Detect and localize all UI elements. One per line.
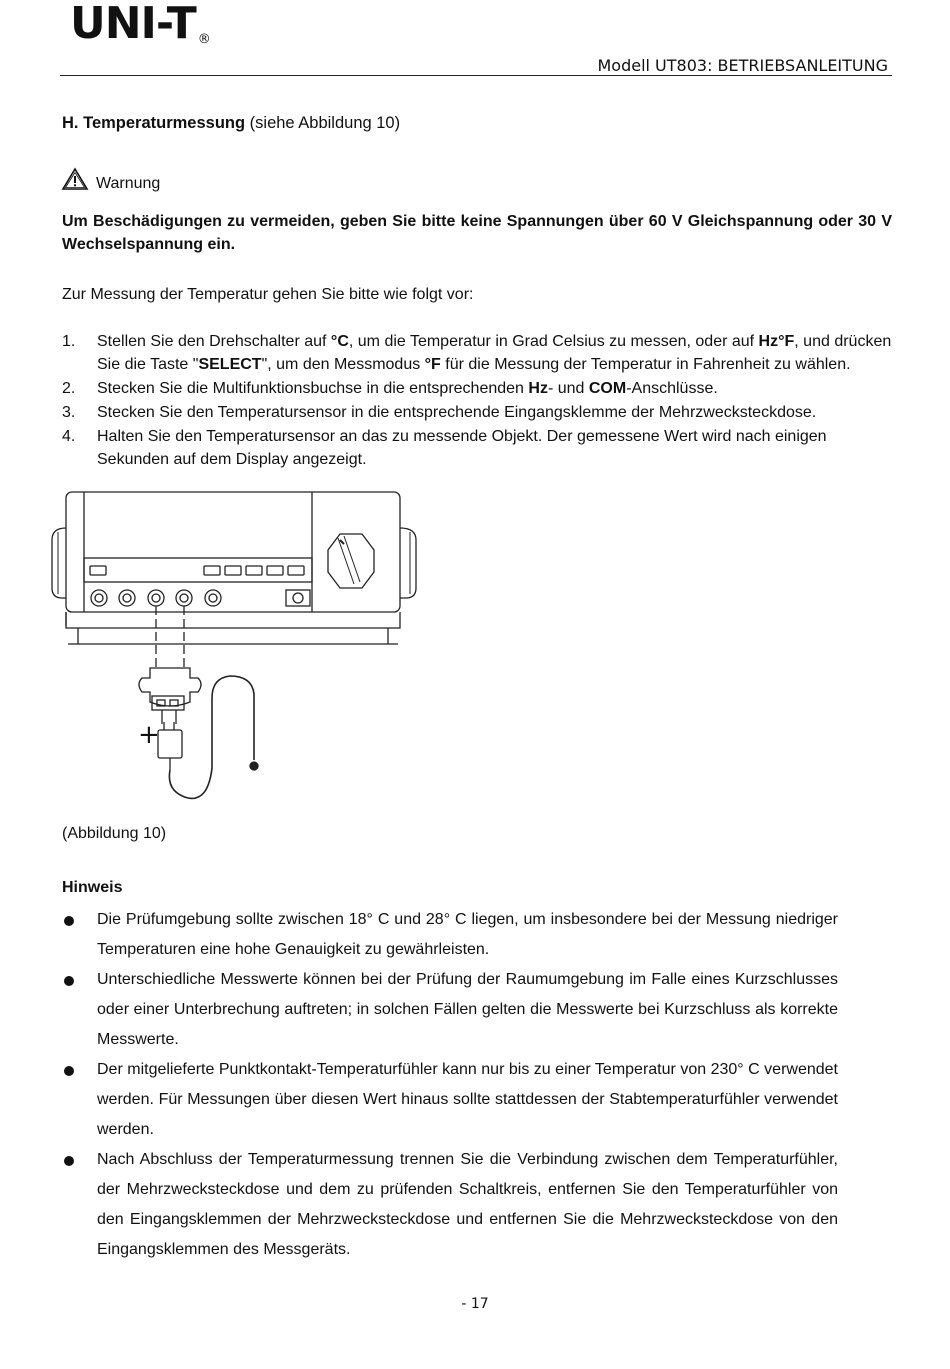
figure-multimeter-diagram bbox=[48, 488, 428, 813]
notes-title: Hinweis bbox=[62, 879, 123, 896]
note-item bbox=[62, 965, 838, 1055]
step-text-part: Stecken Sie die Multifunktionsbuchse in die entsprechenden bbox=[97, 380, 529, 397]
notes-list bbox=[62, 905, 838, 1265]
note-text: Der mitgelieferte Punktkontakt-Temperaturfühler kann nur bis zu einer Temperatur von 230° C verwendet werden. Für Messungen über diesen Wert hinaus sollte stattdessen der Stabtemperaturfühler verwendet werden. bbox=[97, 1061, 838, 1138]
page-number: - 17 bbox=[461, 1296, 489, 1312]
note-text: Nach Abschluss der Temperaturmessung trennen Sie die Verbindung zwischen dem Temperaturfühler, der Mehrzwecksteckdose und dem zu prüfenden Schaltkreis, entfernen Sie den Temperaturfühler von den Eingangsklemmen der Mehrzwecksteckdose und entfernen Sie die Mehrzwecksteckdose von den Eingangsklemmen des Messgeräts. bbox=[97, 1151, 838, 1258]
step-text bbox=[97, 380, 718, 397]
sensor-tip bbox=[250, 762, 258, 770]
step-keyword: °C bbox=[330, 333, 349, 350]
step-keyword: SELECT bbox=[198, 356, 262, 373]
step-text bbox=[97, 404, 816, 421]
step-text-part: für die Messung der Temperatur in Fahrenheit zu wählen. bbox=[440, 356, 851, 373]
bullet-icon bbox=[64, 1156, 74, 1166]
note-item bbox=[62, 1145, 838, 1265]
step-text bbox=[97, 333, 891, 373]
section-heading bbox=[62, 114, 400, 133]
bullet-icon bbox=[64, 916, 74, 926]
registered-mark: ® bbox=[197, 32, 210, 47]
header-model-title: Modell UT803: BETRIEBSANLEITUNG bbox=[597, 56, 888, 75]
step-keyword: Hz bbox=[528, 380, 548, 397]
note-item bbox=[62, 905, 838, 965]
step-text-part: Stecken Sie den Temperatursensor in die entsprechende Eingangsklemme der Mehrzwecksteckdose. bbox=[97, 404, 817, 421]
procedure-step bbox=[62, 377, 892, 400]
step-text-part: , um die Temperatur in Grad Celsius zu messen, oder auf bbox=[348, 333, 759, 350]
sensor-plug bbox=[158, 730, 182, 758]
warning-text: Um Beschädigungen zu vermeiden, geben Sie bitte keine Spannungen über 60 V Gleichspannung oder 30 V Wechselspannung ein. bbox=[62, 213, 892, 253]
step-text-part: , und drücken Sie die Taste " bbox=[97, 333, 892, 373]
left-handle bbox=[52, 528, 66, 598]
step-number: 3. bbox=[62, 404, 76, 421]
step-keyword: °F bbox=[424, 356, 441, 373]
right-handle bbox=[400, 528, 416, 598]
step-text-part: ", um den Messmodus bbox=[261, 356, 425, 373]
warning-triangle-icon bbox=[61, 167, 89, 196]
step-text-part: Stellen Sie den Drehschalter auf bbox=[97, 333, 331, 350]
procedure-step bbox=[62, 401, 892, 424]
section-title: H. Temperaturmessung bbox=[62, 114, 246, 132]
plus-symbol: + bbox=[138, 720, 160, 750]
input-jacks bbox=[91, 590, 221, 606]
step-number: 4. bbox=[62, 428, 76, 445]
step-text-part: - und bbox=[547, 380, 589, 397]
note-item bbox=[62, 1055, 838, 1145]
step-keyword: COM bbox=[588, 380, 627, 397]
step-number: 1. bbox=[62, 333, 76, 350]
note-text: Die Prüfumgebung sollte zwischen 18° C und 28° C liegen, um insbesondere bei der Messung niedriger Temperaturen eine hohe Genauigkeit zu gewährleisten. bbox=[97, 911, 838, 958]
bullet-icon bbox=[64, 976, 74, 986]
brand-logo: UNI-T ® bbox=[70, 0, 210, 49]
bullet-icon bbox=[64, 1066, 74, 1076]
note-text: Unterschiedliche Messwerte können bei der Prüfung der Raumumgebung im Falle eines Kurzschlusses oder einer Unterbrechung auftreten; in solchen Fällen gelten die Messwerte bei Kurzschluss als korrekte Messwerte. bbox=[97, 971, 838, 1048]
header-divider bbox=[60, 75, 892, 76]
step-text bbox=[97, 428, 827, 468]
procedure-step bbox=[62, 425, 892, 471]
step-text-part: -Anschlüsse. bbox=[626, 380, 718, 397]
procedure-intro: Zur Messung der Temperatur gehen Sie bitte wie folgt vor: bbox=[62, 286, 474, 303]
procedure-steps bbox=[62, 330, 892, 472]
procedure-step bbox=[62, 330, 892, 376]
figure-caption: (Abbildung 10) bbox=[62, 825, 167, 842]
step-number: 2. bbox=[62, 380, 76, 397]
warning-title: Warnung bbox=[96, 175, 161, 192]
step-keyword: Hz°F bbox=[758, 333, 795, 350]
rotary-switch bbox=[328, 534, 374, 588]
step-text-part: Halten Sie den Temperatursensor an das zu messende Objekt. Der gemessene Wert wird nach einigen Sekunden auf dem Display angezeigt. bbox=[97, 428, 827, 468]
power-button bbox=[90, 566, 106, 575]
section-reference: (siehe Abbildung 10) bbox=[245, 114, 401, 132]
